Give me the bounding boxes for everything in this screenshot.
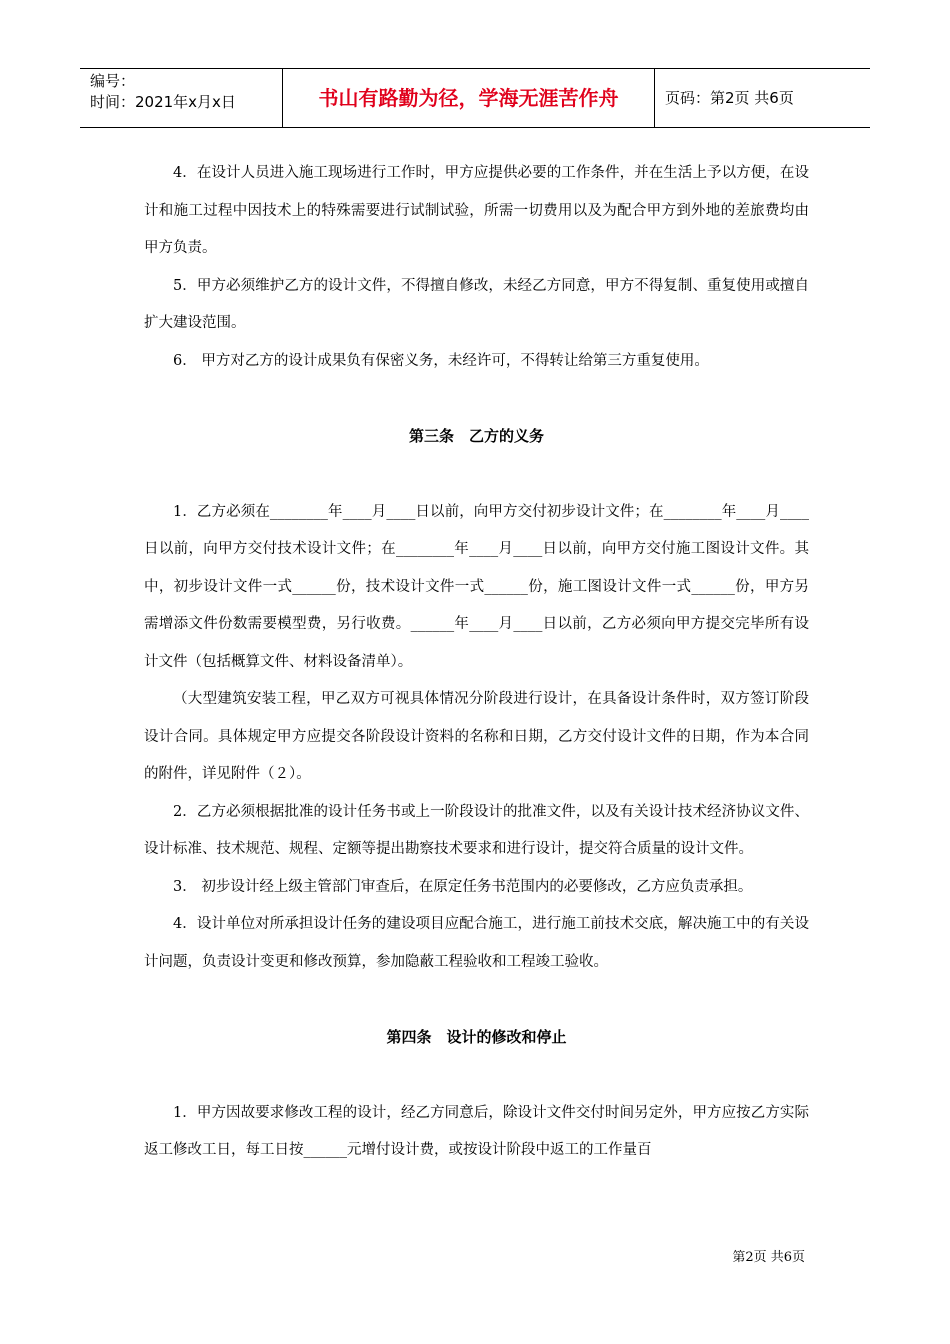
page-footer: 第2页 共6页	[732, 1250, 805, 1265]
paragraph: 3． 初步设计经上级主管部门审查后，在原定任务书范围内的必要修改，乙方应负责承担。	[173, 878, 753, 895]
paragraph: 4．设计单位对所承担设计任务的建设项目应配合施工，进行施工前技术交底，解决施工中的有关设计问题，负责设计变更和修改预算，参加隐蔽工程验收和工程竣工验收。	[144, 916, 809, 970]
paragraph: 4．在设计人员进入施工现场进行工作时，甲方应提供必要的工作条件，并在生活上予以方便，在设计和施工过程中因技术上的特殊需要进行试制试验，所需一切费用以及为配合甲方到外地的差旅费均由甲方负责。	[144, 165, 809, 256]
paragraph: （大型建筑安装工程，甲乙双方可视具体情况分阶段进行设计，在具备设计条件时，双方签订阶段设计合同。具体规定甲方应提交各阶段设计资料的名称和日期，乙方交付设计文件的日期，作为本合同的附件，详见附件（２）。	[144, 691, 809, 782]
section-4-title: 第四条 设计的修改和停止	[386, 1028, 567, 1046]
paragraph: 2．乙方必须根据批准的设计任务书或上一阶段设计的批准文件，以及有关设计技术经济协议文件、设计标准、技术规范、规程、定额等提出勘察技术要求和进行设计，提交符合质量的设计文件。	[144, 803, 809, 857]
header-motto: 书山有路勤为径，学海无涯苦作舟	[282, 69, 655, 127]
document-body	[144, 155, 809, 1170]
paragraph: 5．甲方必须维护乙方的设计文件，不得擅自修改，未经乙方同意，甲方不得复制、重复使用或擅自扩大建设范围。	[144, 277, 809, 331]
page-header	[80, 68, 870, 128]
header-page-number: 页码：第2页 共6页	[665, 89, 794, 107]
document-date: 时间：2021年x月x日	[90, 93, 236, 111]
header-meta	[80, 69, 282, 127]
section-3-title: 第三条 乙方的义务	[408, 427, 544, 445]
paragraph: 6． 甲方对乙方的设计成果负有保密义务，未经许可，不得转让给第三方重复使用。	[173, 352, 709, 369]
paragraph: 1．甲方因故要求修改工程的设计，经乙方同意后，除设计文件交付时间另定外，甲方应按乙方实际返工修改工日，每工日按______元增付设计费，或按设计阶段中返工的工作量百	[144, 1104, 809, 1158]
document-number: 编号：	[90, 72, 136, 90]
paragraph: 1．乙方必须在________年____月____日以前，向甲方交付初步设计文件；在________年____月____日以前，向甲方交付技术设计文件；在________年____月____日以前，向甲方交付施工图设计文件。其中，初步设计文件一式______份，技术设计文件一式______份，施工图设计文件一式______份，甲方另需增添文件份数需要模型费，另行收费。______年____月____日以前，乙方必须向甲方提交完毕所有设计文件（包括概算文件、材料设备清单）。	[144, 503, 809, 670]
